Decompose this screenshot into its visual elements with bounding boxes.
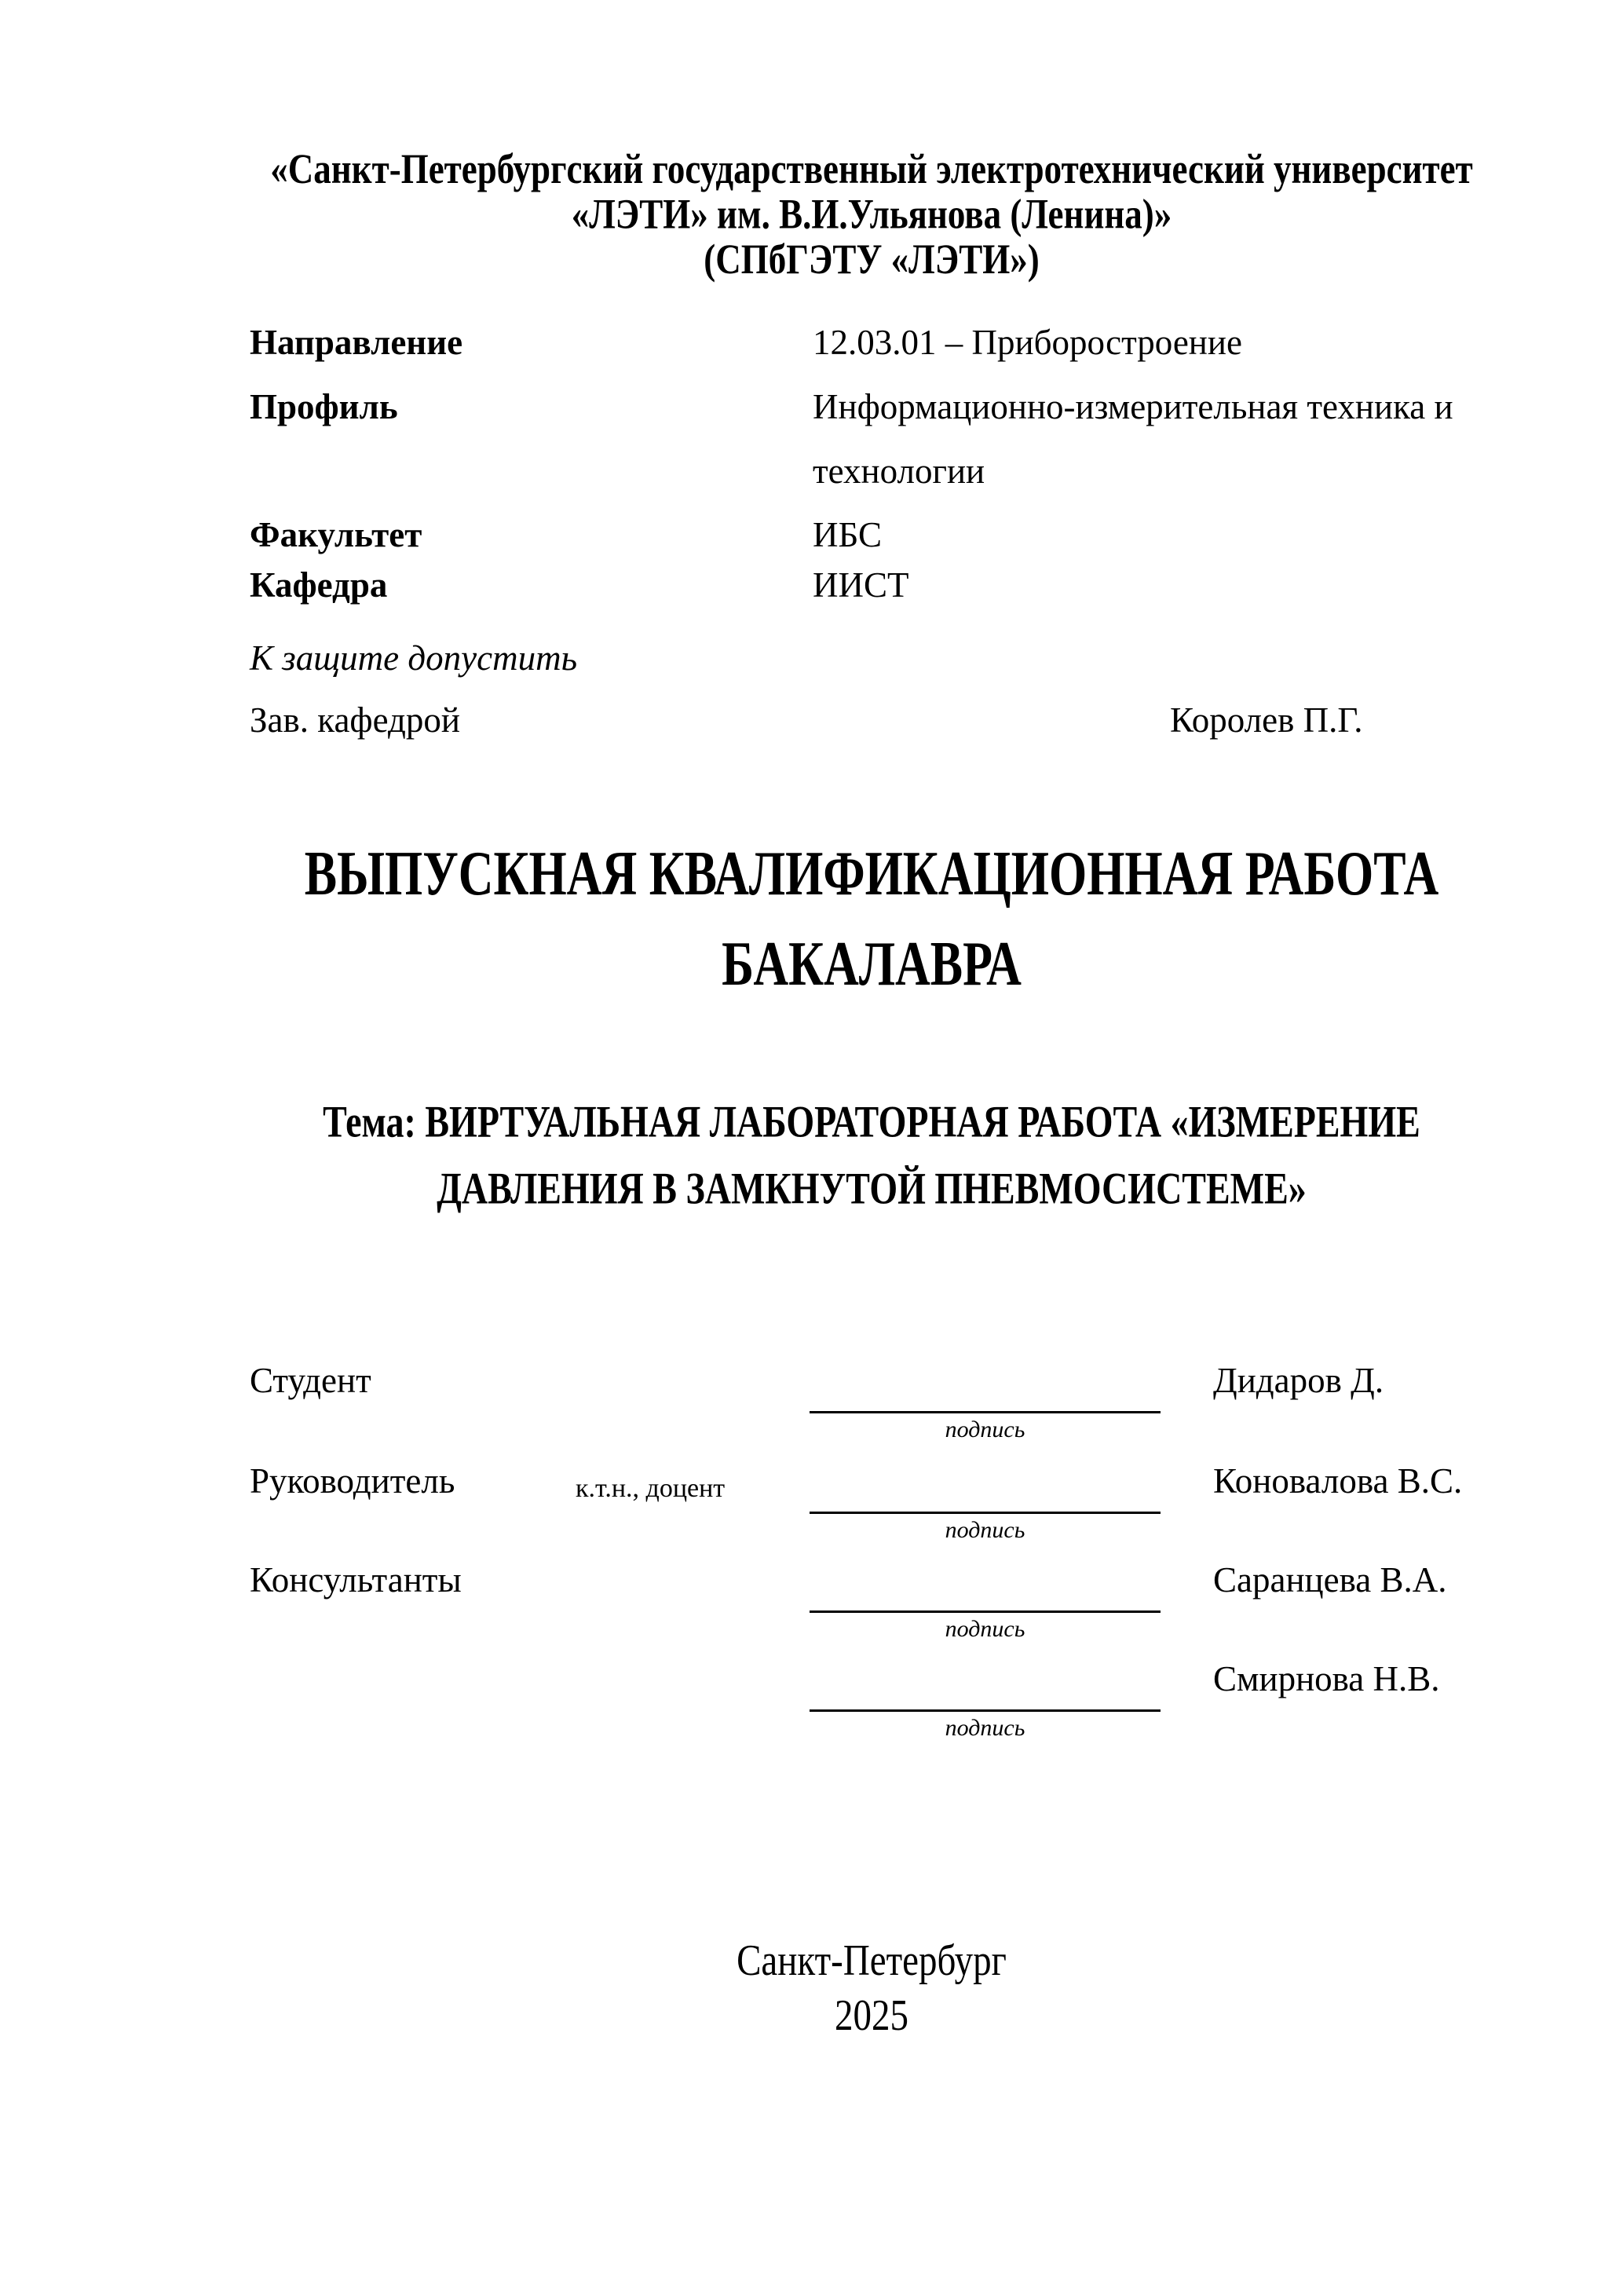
signature-caption: подпись <box>945 1715 1025 1741</box>
direction-row <box>250 322 1493 369</box>
faculty-row <box>250 514 1493 561</box>
student-label: Студент <box>250 1361 371 1400</box>
profile-row <box>250 386 1493 433</box>
profile-value-line1: Информационно-измерительная техника и <box>813 387 1453 426</box>
signature-caption: подпись <box>945 1616 1025 1642</box>
signature-line <box>810 1709 1161 1712</box>
consultant-2-name: Смирнова Н.В. <box>1213 1659 1440 1698</box>
university-header <box>250 146 1493 282</box>
signature-row-student <box>250 1360 1493 1462</box>
consultant-1-name: Саранцева В.А. <box>1213 1560 1447 1600</box>
student-name: Дидаров Д. <box>1213 1361 1384 1400</box>
faculty-label: Факультет <box>250 515 422 554</box>
signature-row-consultant-2 <box>250 1658 1493 1760</box>
signature-caption: подпись <box>945 1517 1025 1543</box>
department-label: Кафедра <box>250 565 388 605</box>
supervisor-degree: к.т.н., доцент <box>576 1474 726 1503</box>
university-header-line3: (СПбГЭТУ «ЛЭТИ») <box>704 236 1040 283</box>
topic-line2: ДАВЛЕНИЯ В ЗАМКНУТОЙ ПНЕВМОСИСТЕМЕ» <box>437 1163 1307 1213</box>
faculty-value: ИБС <box>813 515 883 554</box>
university-header-line1: «Санкт-Петербургский государственный электротехнический университет <box>270 144 1473 192</box>
topic-line1: Тема: ВИРТУАЛЬНАЯ ЛАБОРАТОРНАЯ РАБОТА «ИЗМЕРЕНИЕ <box>323 1096 1420 1146</box>
department-head-name: Королев П.Г. <box>1170 700 1363 740</box>
profile-row-continued <box>250 451 1493 498</box>
direction-value: 12.03.01 – Приборостроение <box>813 323 1242 362</box>
signature-row-consultant-1 <box>250 1559 1493 1662</box>
footer-year: 2025 <box>835 1991 908 2041</box>
signature-caption: подпись <box>945 1417 1025 1442</box>
consultants-label: Консультанты <box>250 1560 462 1600</box>
signature-row-supervisor <box>250 1461 1493 1563</box>
signature-line <box>810 1411 1161 1413</box>
direction-label: Направление <box>250 323 463 362</box>
supervisor-label: Руководитель <box>250 1461 455 1501</box>
department-value: ИИСТ <box>813 565 909 605</box>
supervisor-name: Коновалова В.С. <box>1213 1461 1463 1501</box>
thesis-title-line2: БАКАЛАВРА <box>722 929 1022 1000</box>
profile-label: Профиль <box>250 387 398 426</box>
admit-to-defense-line: К защите допустить <box>250 638 578 678</box>
signature-line <box>810 1512 1161 1514</box>
signature-line <box>810 1610 1161 1613</box>
university-header-line2: «ЛЭТИ» им. В.И.Ульянова (Ленина)» <box>571 190 1172 238</box>
department-head-label: Зав. кафедрой <box>250 700 460 740</box>
department-row <box>250 565 1493 612</box>
profile-value-line2: технологии <box>813 452 985 491</box>
thesis-title-line1: ВЫПУСКНАЯ КВАЛИФИКАЦИОННАЯ РАБОТА <box>304 839 1439 909</box>
footer-city: Санкт-Петербург <box>737 1936 1007 1986</box>
